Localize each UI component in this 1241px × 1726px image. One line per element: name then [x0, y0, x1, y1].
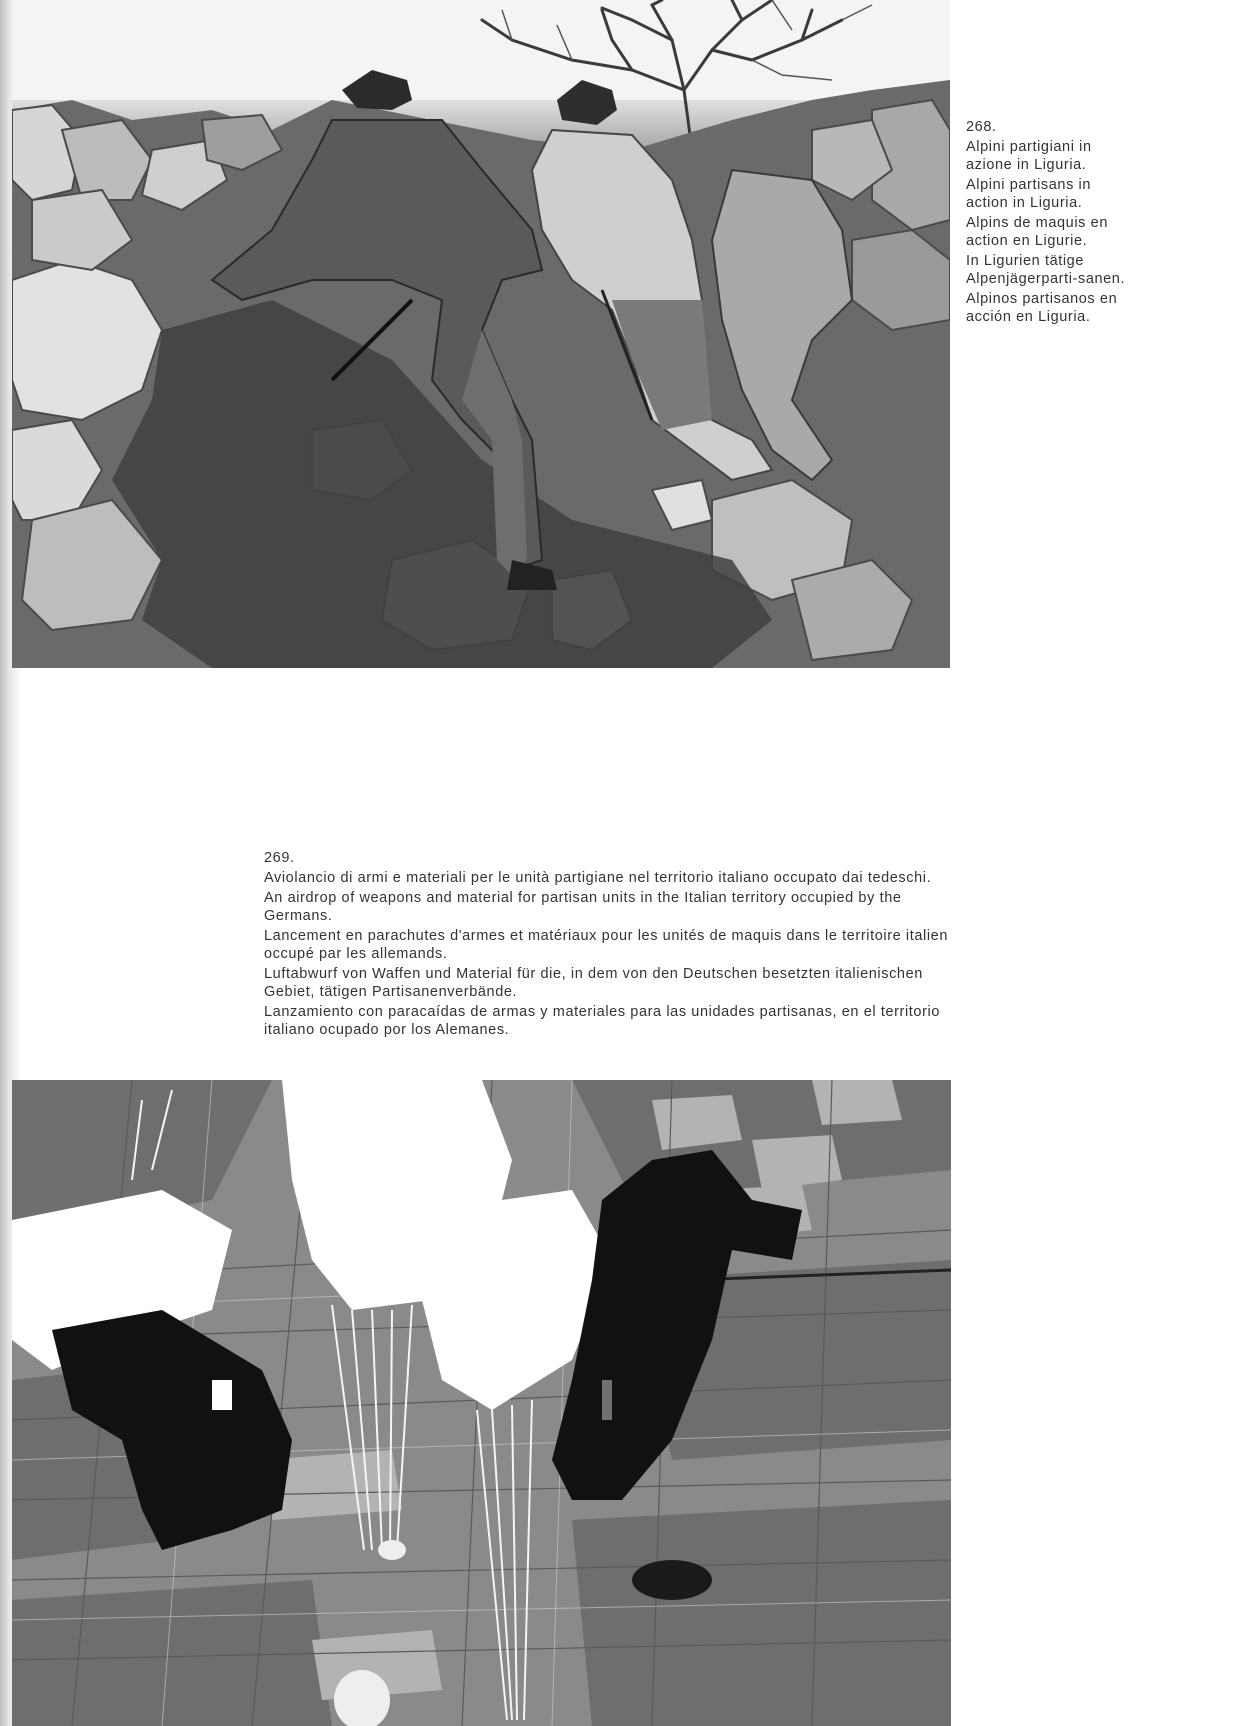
photo-268-illustration	[12, 0, 950, 668]
caption-269-spanish: Lanzamiento con paracaídas de armas y materiales para las unidades partisanas, en el territorio italiano ocupado por los Alemanes.	[264, 1004, 941, 1038]
caption-269	[264, 849, 964, 1041]
caption-269-german: Luftabwurf von Waffen und Material für die, in dem von den Deutschen besetzten italienischen Gebiet, tätigen Partisanenverbände.	[264, 966, 923, 1000]
caption-268-italian: Alpini partigiani in azione in Liguria.	[966, 139, 1092, 173]
caption-269-french: Lancement en parachutes d'armes et matériaux pour les unités de maquis dans le territoire italien occupé par les allemands.	[264, 928, 949, 962]
caption-268-german: In Ligurien tätige Alpenjägerparti-sanen.	[966, 253, 1126, 287]
photo-268-partisans	[12, 0, 950, 668]
photo-269-illustration	[12, 1080, 951, 1726]
caption-269-english: An airdrop of weapons and material for partisan units in the Italian territory occupied by the Germans.	[264, 890, 902, 924]
caption-268-french: Alpins de maquis en action en Ligurie.	[966, 215, 1108, 249]
caption-268-number: 268.	[966, 119, 997, 135]
caption-268	[966, 118, 1136, 328]
caption-268-spanish: Alpinos partisanos en acción en Liguria.	[966, 291, 1118, 325]
photo-269-airdrop	[12, 1080, 951, 1726]
caption-268-english: Alpini partisans in action in Liguria.	[966, 177, 1092, 211]
caption-269-number: 269.	[264, 850, 295, 866]
caption-269-italian: Aviolancio di armi e materiali per le unità partigiane nel territorio italiano occupato dai tedeschi.	[264, 870, 932, 886]
